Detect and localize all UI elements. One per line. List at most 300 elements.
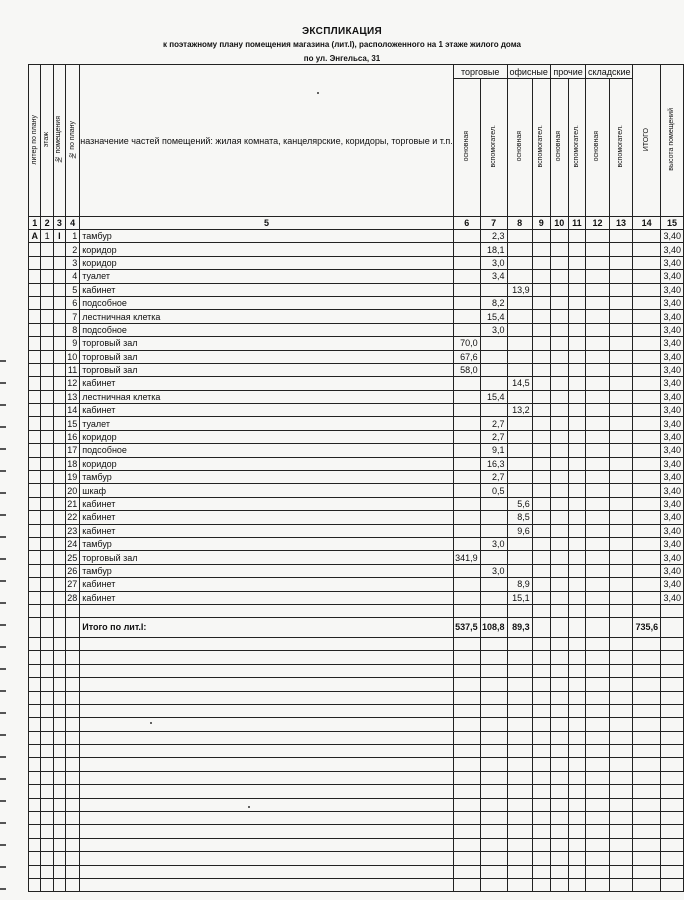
- cell-empty: [532, 323, 550, 336]
- cell-empty: [65, 865, 79, 878]
- cell-room: [53, 310, 65, 323]
- table-row: [29, 745, 684, 758]
- cell-trade-main: [453, 270, 480, 283]
- cell-lit: А: [29, 230, 41, 243]
- cell-empty: [532, 377, 550, 390]
- cell-empty: [507, 825, 532, 838]
- cell-empty: [41, 838, 53, 851]
- cell-empty: [507, 852, 532, 865]
- cell-empty: [507, 678, 532, 691]
- cell-trade-aux: 2,3: [480, 230, 507, 243]
- cell-empty: [480, 878, 507, 891]
- cell-empty: [453, 758, 480, 771]
- table-row: [29, 785, 684, 798]
- binder-hole-mark: [0, 822, 6, 824]
- binder-hole-mark: [0, 514, 6, 516]
- table-row: [29, 691, 684, 704]
- cell-floor: [41, 484, 53, 497]
- cell-total: [633, 471, 661, 484]
- cell-empty: [633, 812, 661, 825]
- cell-empty: [550, 256, 568, 269]
- cell-empty: [507, 771, 532, 784]
- cell-office-main: [507, 270, 532, 283]
- table-row: [29, 771, 684, 784]
- cell-office-main: [507, 243, 532, 256]
- cell-empty: [53, 637, 65, 650]
- cell-plan-number: 7: [65, 310, 79, 323]
- cell-empty: [532, 484, 550, 497]
- cell-trade-main: 67,6: [453, 350, 480, 363]
- cell-room: [53, 524, 65, 537]
- cell-trade-main: [453, 511, 480, 524]
- cell-office-main: [507, 363, 532, 376]
- cell-empty: [41, 691, 53, 704]
- cell-empty: [41, 798, 53, 811]
- cell-empty: [568, 337, 586, 350]
- cell-total: [633, 296, 661, 309]
- cell-empty: [609, 878, 633, 891]
- cell-empty: [29, 838, 41, 851]
- cell-empty: [532, 678, 550, 691]
- cell-empty: [568, 691, 586, 704]
- cell-empty: [53, 771, 65, 784]
- cell-lit: [29, 457, 41, 470]
- cell-empty: [53, 758, 65, 771]
- totals-trade-aux: 108,8: [480, 617, 507, 637]
- cell-empty: [507, 838, 532, 851]
- cell-empty: [41, 758, 53, 771]
- cell-empty: [568, 404, 586, 417]
- cell-empty: [65, 838, 79, 851]
- cell-empty: [568, 651, 586, 664]
- cell-height: 3,40: [661, 564, 684, 577]
- table-row: [29, 230, 684, 243]
- cell-trade-aux: 18,1: [480, 243, 507, 256]
- cell-lit: [29, 310, 41, 323]
- table-row: [29, 825, 684, 838]
- cell-room: [53, 390, 65, 403]
- table-row: [29, 637, 684, 650]
- cell-empty: [609, 691, 633, 704]
- cell-empty: [53, 718, 65, 731]
- cell-empty: [661, 852, 684, 865]
- cell-empty: [480, 731, 507, 744]
- cell-empty: [41, 785, 53, 798]
- header-group-trade: торговые: [453, 65, 507, 79]
- cell-plan-number: 5: [65, 283, 79, 296]
- cell-empty: [550, 678, 568, 691]
- cell-empty: [550, 377, 568, 390]
- totals-grand-total: 735,6: [633, 617, 661, 637]
- cell-plan-number: 22: [65, 511, 79, 524]
- cell-total: [633, 484, 661, 497]
- cell-empty: [507, 704, 532, 717]
- cell-empty: [453, 664, 480, 677]
- cell-height: 3,40: [661, 230, 684, 243]
- cell-height: 3,40: [661, 270, 684, 283]
- table-row: [29, 417, 684, 430]
- cell-room: [53, 564, 65, 577]
- cell-empty: [532, 457, 550, 470]
- cell-plan-number: 14: [65, 404, 79, 417]
- cell-empty: [480, 758, 507, 771]
- binder-hole-mark: [0, 668, 6, 670]
- cell-empty: [633, 664, 661, 677]
- cell-office-main: [507, 551, 532, 564]
- totals-office-main: 89,3: [507, 617, 532, 637]
- cell-empty: [633, 731, 661, 744]
- cell-empty: [65, 718, 79, 731]
- cell-empty: [568, 838, 586, 851]
- cell-room: [53, 363, 65, 376]
- cell-total: [633, 323, 661, 336]
- cell-empty: [41, 865, 53, 878]
- cell-empty: [532, 771, 550, 784]
- cell-office-main: [507, 230, 532, 243]
- cell-empty: [568, 430, 586, 443]
- cell-floor: 1: [41, 230, 53, 243]
- cell-height: 3,40: [661, 430, 684, 443]
- cell-empty: [53, 812, 65, 825]
- binder-hole-mark: [0, 536, 6, 538]
- cell-floor: [41, 524, 53, 537]
- cell-plan-number: 1: [65, 230, 79, 243]
- cell-empty: [609, 852, 633, 865]
- column-number: 12: [586, 217, 610, 230]
- cell-empty: [586, 704, 610, 717]
- cell-empty: [609, 745, 633, 758]
- cell-empty: [507, 604, 532, 617]
- cell-empty: [507, 691, 532, 704]
- cell-office-main: 13,9: [507, 283, 532, 296]
- binder-hole-mark: [0, 800, 6, 802]
- cell-empty: [65, 664, 79, 677]
- cell-height: 3,40: [661, 296, 684, 309]
- cell-empty: [532, 497, 550, 510]
- scan-speck: [317, 92, 319, 94]
- cell-empty: [80, 637, 454, 650]
- cell-floor: [41, 404, 53, 417]
- table-row: [29, 296, 684, 309]
- header-plan-number: № по плану: [65, 65, 79, 217]
- cell-room: [53, 377, 65, 390]
- cell-empty: [609, 825, 633, 838]
- cell-empty: [609, 551, 633, 564]
- cell-empty: [65, 771, 79, 784]
- cell-plan-number: 9: [65, 337, 79, 350]
- cell-trade-main: [453, 537, 480, 550]
- cell-empty: [29, 758, 41, 771]
- cell-trade-main: [453, 497, 480, 510]
- cell-empty: [29, 825, 41, 838]
- cell-empty: [568, 350, 586, 363]
- cell-height: 3,40: [661, 471, 684, 484]
- cell-office-main: [507, 323, 532, 336]
- table-row: [29, 604, 684, 617]
- cell-floor: [41, 256, 53, 269]
- binder-hole-mark: [0, 602, 6, 604]
- cell-empty: [586, 637, 610, 650]
- cell-empty: [568, 243, 586, 256]
- cell-empty: [550, 337, 568, 350]
- cell-total: [633, 283, 661, 296]
- cell-height: 3,40: [661, 256, 684, 269]
- cell-empty: [609, 537, 633, 550]
- cell-empty: [29, 664, 41, 677]
- cell-plan-number: 23: [65, 524, 79, 537]
- cell-room: [53, 537, 65, 550]
- column-number: 8: [507, 217, 532, 230]
- cell-empty: [633, 637, 661, 650]
- cell-empty: [633, 745, 661, 758]
- cell-empty: [633, 785, 661, 798]
- cell-empty: [661, 865, 684, 878]
- cell-empty: [453, 825, 480, 838]
- cell-empty: [453, 745, 480, 758]
- cell-total: [633, 511, 661, 524]
- cell-empty: [661, 637, 684, 650]
- cell-height: 3,40: [661, 484, 684, 497]
- cell-empty: [609, 731, 633, 744]
- cell-office-main: [507, 296, 532, 309]
- cell-floor: [41, 537, 53, 550]
- cell-floor: [41, 471, 53, 484]
- cell-empty: [550, 617, 568, 637]
- cell-room: [53, 270, 65, 283]
- cell-empty: [586, 758, 610, 771]
- cell-empty: [609, 678, 633, 691]
- cell-height: 3,40: [661, 350, 684, 363]
- cell-empty: [586, 785, 610, 798]
- cell-empty: [53, 691, 65, 704]
- column-number: 9: [532, 217, 550, 230]
- cell-empty: [453, 865, 480, 878]
- cell-empty: [532, 745, 550, 758]
- header-lit: литер по плану: [29, 65, 41, 217]
- cell-empty: [507, 745, 532, 758]
- binder-hole-mark: [0, 360, 6, 362]
- cell-empty: [609, 390, 633, 403]
- cell-lit: [29, 323, 41, 336]
- cell-empty: [586, 337, 610, 350]
- cell-total: [633, 310, 661, 323]
- cell-empty: [609, 484, 633, 497]
- cell-empty: [586, 604, 610, 617]
- cell-floor: [41, 243, 53, 256]
- cell-empty: [453, 704, 480, 717]
- cell-floor: [41, 511, 53, 524]
- cell-empty: [661, 825, 684, 838]
- cell-empty: [586, 323, 610, 336]
- cell-empty: [532, 564, 550, 577]
- cell-empty: [661, 812, 684, 825]
- cell-trade-aux: 9,1: [480, 444, 507, 457]
- header-floor: этаж: [41, 65, 53, 217]
- cell-empty: [550, 484, 568, 497]
- table-row: [29, 798, 684, 811]
- cell-total: [633, 430, 661, 443]
- cell-empty: [550, 785, 568, 798]
- cell-room: [53, 471, 65, 484]
- cell-office-main: [507, 444, 532, 457]
- cell-empty: [53, 617, 65, 637]
- cell-empty: [453, 812, 480, 825]
- cell-empty: [41, 704, 53, 717]
- cell-floor: [41, 270, 53, 283]
- cell-purpose: туалет: [80, 270, 454, 283]
- binder-hole-mark: [0, 624, 6, 626]
- cell-floor: [41, 430, 53, 443]
- cell-empty: [586, 551, 610, 564]
- table-row: [29, 310, 684, 323]
- cell-room: [53, 511, 65, 524]
- cell-empty: [609, 457, 633, 470]
- cell-empty: [586, 865, 610, 878]
- cell-empty: [41, 878, 53, 891]
- cell-empty: [80, 745, 454, 758]
- cell-empty: [550, 537, 568, 550]
- cell-empty: [507, 812, 532, 825]
- table-row: [29, 838, 684, 851]
- cell-empty: [65, 785, 79, 798]
- cell-floor: [41, 310, 53, 323]
- table-row: [29, 704, 684, 717]
- cell-empty: [568, 377, 586, 390]
- cell-lit: [29, 337, 41, 350]
- cell-empty: [568, 230, 586, 243]
- cell-purpose: тамбур: [80, 564, 454, 577]
- cell-empty: [41, 617, 53, 637]
- cell-plan-number: 8: [65, 323, 79, 336]
- cell-floor: [41, 551, 53, 564]
- table-row: [29, 678, 684, 691]
- cell-empty: [661, 878, 684, 891]
- cell-empty: [532, 390, 550, 403]
- totals-label: Итого по лит.I:: [80, 617, 454, 637]
- cell-total: [633, 591, 661, 604]
- cell-empty: [550, 771, 568, 784]
- table-row: [29, 758, 684, 771]
- cell-empty: [568, 771, 586, 784]
- cell-room: [53, 404, 65, 417]
- cell-empty: [661, 758, 684, 771]
- cell-empty: [633, 691, 661, 704]
- cell-empty: [480, 838, 507, 851]
- cell-empty: [568, 731, 586, 744]
- cell-empty: [609, 363, 633, 376]
- cell-empty: [633, 718, 661, 731]
- cell-empty: [53, 664, 65, 677]
- cell-empty: [53, 704, 65, 717]
- cell-total: [633, 230, 661, 243]
- cell-height: 3,40: [661, 323, 684, 336]
- cell-empty: [586, 430, 610, 443]
- cell-empty: [609, 296, 633, 309]
- cell-trade-main: [453, 230, 480, 243]
- cell-trade-main: [453, 390, 480, 403]
- cell-trade-aux: [480, 377, 507, 390]
- cell-office-main: 13,2: [507, 404, 532, 417]
- cell-height: 3,40: [661, 497, 684, 510]
- cell-empty: [633, 798, 661, 811]
- table-row: [29, 878, 684, 891]
- cell-empty: [609, 243, 633, 256]
- cell-total: [633, 564, 661, 577]
- cell-office-main: [507, 337, 532, 350]
- header-storage-main: основная: [586, 79, 610, 217]
- cell-empty: [41, 731, 53, 744]
- cell-lit: [29, 377, 41, 390]
- cell-empty: [609, 417, 633, 430]
- cell-trade-aux: 3,0: [480, 537, 507, 550]
- cell-plan-number: 2: [65, 243, 79, 256]
- cell-office-main: [507, 417, 532, 430]
- cell-empty: [633, 825, 661, 838]
- cell-empty: [609, 404, 633, 417]
- cell-plan-number: 12: [65, 377, 79, 390]
- cell-empty: [609, 664, 633, 677]
- cell-trade-aux: [480, 497, 507, 510]
- cell-empty: [609, 310, 633, 323]
- cell-empty: [453, 651, 480, 664]
- cell-room: [53, 430, 65, 443]
- cell-empty: [633, 865, 661, 878]
- cell-empty: [568, 798, 586, 811]
- cell-height: 3,40: [661, 444, 684, 457]
- cell-empty: [586, 812, 610, 825]
- cell-empty: [661, 718, 684, 731]
- binder-hole-mark: [0, 558, 6, 560]
- cell-plan-number: 15: [65, 417, 79, 430]
- cell-empty: [661, 704, 684, 717]
- column-number: 13: [609, 217, 633, 230]
- cell-empty: [532, 230, 550, 243]
- cell-empty: [41, 812, 53, 825]
- cell-empty: [507, 664, 532, 677]
- header-purpose: назначение частей помещений: жилая комната, канцелярские, коридоры, торговые и т.п.: [80, 65, 454, 217]
- cell-room: [53, 578, 65, 591]
- cell-empty: [550, 471, 568, 484]
- cell-empty: [532, 664, 550, 677]
- cell-empty: [41, 745, 53, 758]
- cell-empty: [550, 457, 568, 470]
- binder-hole-mark: [0, 844, 6, 846]
- cell-empty: [586, 838, 610, 851]
- cell-height: 3,40: [661, 310, 684, 323]
- cell-lit: [29, 350, 41, 363]
- table-row: [29, 243, 684, 256]
- cell-empty: [80, 798, 454, 811]
- cell-empty: [661, 691, 684, 704]
- cell-height: 3,40: [661, 390, 684, 403]
- cell-height: 3,40: [661, 551, 684, 564]
- cell-empty: [453, 798, 480, 811]
- cell-empty: [550, 664, 568, 677]
- table-row: [29, 404, 684, 417]
- cell-plan-number: 20: [65, 484, 79, 497]
- cell-trade-main: [453, 444, 480, 457]
- cell-total: [633, 270, 661, 283]
- cell-empty: [609, 350, 633, 363]
- cell-total: [633, 404, 661, 417]
- cell-trade-aux: [480, 578, 507, 591]
- cell-empty: [609, 637, 633, 650]
- cell-empty: [568, 471, 586, 484]
- cell-lit: [29, 591, 41, 604]
- cell-empty: [609, 323, 633, 336]
- cell-lit: [29, 404, 41, 417]
- binder-hole-mark: [0, 470, 6, 472]
